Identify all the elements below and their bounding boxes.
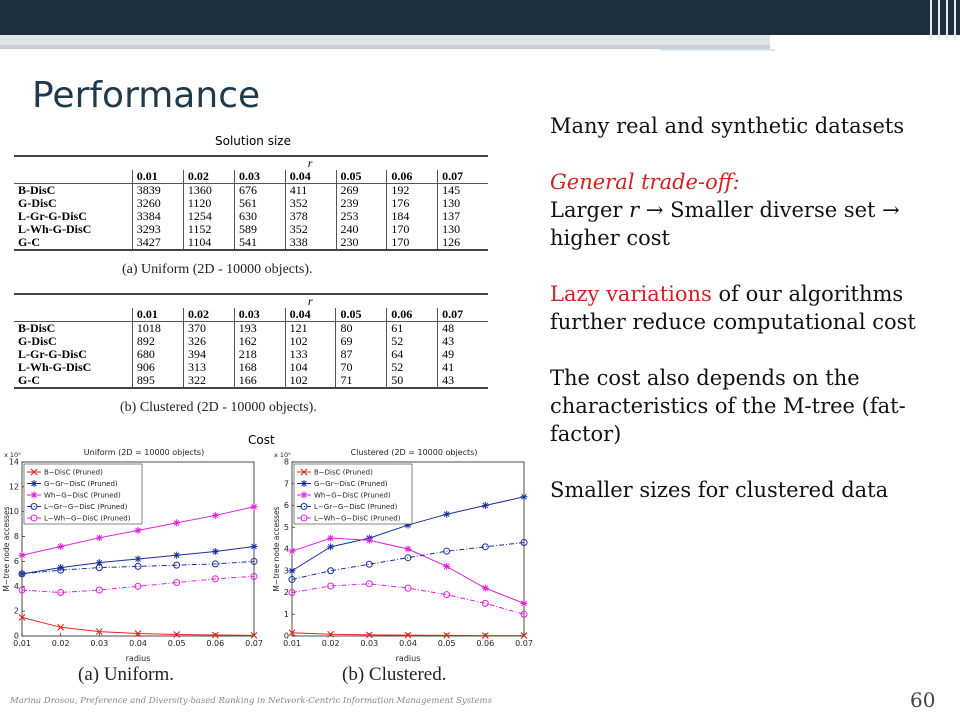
chart-legend — [294, 464, 412, 524]
table-cell: 378 — [285, 210, 336, 223]
x-tick-label: 0.01 — [13, 639, 31, 648]
table-cell: 70 — [336, 361, 387, 374]
series-4 — [19, 573, 257, 595]
table-cell: 3260 — [132, 197, 183, 210]
legend-label: G−Gr−DisC (Pruned) — [44, 480, 118, 488]
table-cell: 3839 — [132, 184, 183, 198]
column-header: 0.02 — [183, 308, 234, 322]
table-cell: 676 — [234, 184, 285, 198]
row-label: L-Gr-G-DisC — [18, 347, 87, 361]
table-row — [14, 236, 488, 249]
point-marker — [521, 493, 528, 500]
table-cell: 52 — [387, 335, 438, 348]
series-line — [292, 584, 524, 614]
banner-stripe — [0, 35, 770, 45]
table-cell: 121 — [285, 322, 336, 336]
legend-label: B−DisC (Pruned) — [44, 468, 103, 477]
x-tick-label: 0.06 — [476, 639, 495, 648]
column-header: 0.07 — [438, 170, 488, 184]
x-tick-label: 0.07 — [515, 639, 533, 648]
text-tradeoff — [550, 168, 940, 252]
footer-citation: Marina Drosou, Preference and Diversity-based Ranking in Network-Centric Information Management Systems — [10, 696, 492, 706]
table-cell: 193 — [234, 322, 285, 336]
x-tick-label: 0.07 — [245, 639, 263, 648]
table-cell: 394 — [183, 348, 234, 361]
table-cell: 80 — [336, 322, 387, 336]
table-cell: 1152 — [183, 223, 234, 236]
y-tick-label: 10 — [8, 507, 19, 517]
point-marker — [135, 555, 142, 562]
row-label: L-Wh-G-DisC — [18, 360, 92, 374]
y-tick-label: 6 — [283, 501, 289, 510]
table-cell: 1104 — [183, 236, 234, 249]
table-cell: 906 — [132, 361, 183, 374]
series-line — [22, 576, 254, 592]
table-clustered — [14, 293, 488, 389]
x-tick-label: 0.03 — [360, 639, 379, 648]
axis-scale-label: x 10⁵ — [274, 451, 291, 459]
column-header: 0.06 — [387, 170, 438, 184]
table-cell: 1018 — [132, 322, 183, 336]
table-cell: 895 — [132, 374, 183, 387]
table-row — [14, 322, 488, 336]
table-cell: 269 — [336, 184, 387, 198]
point-marker — [19, 552, 26, 559]
y-axis-label: M−tree node accesses — [2, 506, 11, 592]
y-tick-label: 4 — [13, 581, 19, 591]
table-cell: 137 — [438, 210, 488, 223]
y-axis-label: M−tree node accesses — [272, 506, 281, 592]
point-marker — [366, 537, 373, 544]
table-cell: 561 — [234, 197, 285, 210]
column-header: 0.01 — [132, 170, 183, 184]
banner-lines — [928, 0, 960, 40]
legend-label: Wh−G−DisC (Pruned) — [44, 491, 121, 500]
y-tick-label: 0 — [13, 631, 19, 641]
chart-uniform-caption: (a) Uniform. — [78, 664, 175, 685]
x-axis-label: radius — [125, 654, 151, 663]
table-uniform-caption: (a) Uniform (2D - 10000 objects). — [122, 262, 313, 277]
point-marker — [301, 492, 308, 499]
table-uniform — [14, 155, 488, 251]
text-datasets: Many real and synthetic datasets — [550, 114, 905, 138]
y-tick-label: 2 — [13, 606, 19, 616]
table-cell: 130 — [438, 197, 488, 210]
table-cell: 126 — [438, 236, 488, 249]
point-marker — [251, 503, 258, 510]
row-label: L-Gr-G-DisC — [18, 209, 87, 223]
tradeoff-b: → Smaller diverse set → higher cost — [550, 198, 900, 250]
table-cell: 43 — [438, 335, 488, 348]
table-cell: 352 — [285, 223, 336, 236]
table-cell: 168 — [234, 361, 285, 374]
point-marker — [521, 600, 528, 607]
uniform-cost-chart — [0, 444, 268, 666]
point-marker — [173, 519, 180, 526]
table-cell: 313 — [183, 361, 234, 374]
clustered-cost-chart — [270, 444, 534, 666]
point-marker — [405, 546, 412, 553]
row-label: L-Wh-G-DisC — [18, 222, 92, 236]
y-tick-label: 8 — [13, 532, 19, 542]
text-clustered: Smaller sizes for clustered data — [550, 478, 889, 502]
legend-label: G−Gr−DisC (Pruned) — [314, 480, 388, 488]
table-cell: 104 — [285, 361, 336, 374]
text-lazy — [550, 280, 940, 336]
table-cell: 370 — [183, 322, 234, 336]
point-marker — [301, 480, 308, 487]
y-tick-label: 0 — [283, 631, 289, 641]
row-label: B-DisC — [18, 321, 56, 335]
table-cell: 253 — [336, 210, 387, 223]
row-label: G-C — [18, 373, 40, 387]
y-tick-label: 14 — [8, 457, 19, 467]
legend-label: L−Gr−G−DisC (Pruned) — [44, 503, 128, 511]
table-cell: 133 — [285, 348, 336, 361]
y-tick-label: 7 — [283, 479, 289, 489]
y-tick-label: 4 — [283, 544, 289, 554]
point-marker — [31, 492, 38, 499]
y-tick-label: 2 — [283, 588, 289, 597]
table-cell: 326 — [183, 335, 234, 348]
series-2 — [289, 535, 528, 607]
column-header: 0.03 — [234, 308, 285, 322]
x-tick-label: 0.01 — [283, 639, 301, 648]
point-marker — [443, 511, 450, 518]
table-cell: 892 — [132, 335, 183, 348]
legend-label: L−Wh−G−DisC (Pruned) — [314, 514, 401, 523]
point-marker — [289, 548, 296, 555]
point-marker — [482, 502, 489, 509]
point-marker — [135, 527, 142, 534]
table-cell: 589 — [234, 223, 285, 236]
y-tick-label: 8 — [283, 457, 289, 467]
table-cell: 240 — [336, 223, 387, 236]
table-cell: 61 — [387, 322, 438, 336]
table-cell: 49 — [438, 348, 488, 361]
legend-label: L−Gr−G−DisC (Pruned) — [314, 503, 398, 511]
legend-label: L−Wh−G−DisC (Pruned) — [44, 514, 131, 523]
table-cell: 184 — [387, 210, 438, 223]
chart-title: Uniform (2D = 10000 objects) — [83, 448, 205, 457]
r-header: r — [307, 294, 313, 308]
table-clustered-caption: (b) Clustered (2D - 10000 objects). — [120, 400, 317, 415]
point-marker — [482, 585, 489, 592]
point-marker — [327, 543, 334, 550]
y-tick-label: 3 — [283, 566, 289, 576]
y-tick-label: 5 — [283, 522, 289, 532]
x-tick-label: 0.04 — [399, 639, 417, 648]
table-cell: 680 — [132, 348, 183, 361]
table-cell: 1120 — [183, 197, 234, 210]
table-cell: 170 — [387, 236, 438, 249]
tradeoff-heading: General trade-off: — [550, 170, 740, 194]
slide-title: Performance — [32, 75, 261, 116]
table-cell: 145 — [438, 184, 488, 198]
column-header: 0.05 — [336, 308, 387, 322]
table-cell: 352 — [285, 197, 336, 210]
point-marker — [31, 480, 38, 487]
column-header: 0.07 — [438, 308, 488, 322]
table-cell: 71 — [336, 374, 387, 387]
lazy-highlight: Lazy variations — [550, 282, 712, 306]
y-tick-label: 1 — [283, 609, 289, 619]
column-header: 0.04 — [285, 308, 336, 322]
table-cell: 41 — [438, 361, 488, 374]
solution-size-label: Solution size — [215, 134, 291, 148]
table-cell: 230 — [336, 236, 387, 249]
x-tick-label: 0.06 — [206, 639, 225, 648]
tradeoff-a: Larger — [550, 198, 630, 222]
x-tick-label: 0.04 — [129, 639, 147, 648]
table-cell: 3427 — [132, 236, 183, 249]
point-marker — [443, 563, 450, 570]
table-cell: 102 — [285, 374, 336, 387]
table-cell: 338 — [285, 236, 336, 249]
table-cell: 239 — [336, 197, 387, 210]
banner-accent — [660, 49, 775, 65]
column-header: 0.01 — [132, 308, 183, 322]
banner-stripe-shadow — [0, 45, 770, 49]
chart-legend — [24, 464, 142, 524]
series-4 — [289, 581, 527, 617]
page-number: 60 — [910, 688, 936, 712]
table-cell: 176 — [387, 197, 438, 210]
point-marker — [251, 543, 258, 550]
legend-label: B−DisC (Pruned) — [314, 468, 373, 477]
x-tick-label: 0.03 — [90, 639, 109, 648]
table-cell: 43 — [438, 374, 488, 387]
table-cell: 166 — [234, 374, 285, 387]
table-cell: 3384 — [132, 210, 183, 223]
y-tick-label: 12 — [8, 482, 19, 492]
y-tick-label: 6 — [13, 556, 19, 566]
table-cell: 64 — [387, 348, 438, 361]
table-cell: 3293 — [132, 223, 183, 236]
point-marker — [212, 548, 219, 555]
table-cell: 411 — [285, 184, 336, 198]
table-cell: 192 — [387, 184, 438, 198]
table-cell: 541 — [234, 236, 285, 249]
text-mtree: The cost also depends on the characteristics of the M-tree (fat-factor) — [550, 366, 906, 446]
column-header: 0.06 — [387, 308, 438, 322]
x-axis-label: radius — [395, 654, 421, 663]
cost-label: Cost — [248, 433, 275, 447]
table-cell: 50 — [387, 374, 438, 387]
table-cell: 102 — [285, 335, 336, 348]
chart-clustered-caption: (b) Clustered. — [342, 664, 447, 685]
results-table — [14, 295, 488, 387]
lazy-rest: of our algorithms further reduce computational cost — [550, 282, 916, 334]
x-tick-label: 0.02 — [321, 639, 340, 648]
slide-bullets — [550, 112, 940, 532]
row-label: G-DisC — [18, 196, 57, 210]
top-banner — [0, 0, 960, 35]
table-cell: 170 — [387, 223, 438, 236]
row-label: G-C — [18, 235, 40, 249]
legend-label: Wh−G−DisC (Pruned) — [314, 491, 391, 500]
row-label: B-DisC — [18, 183, 56, 197]
tradeoff-r: r — [629, 198, 640, 222]
axis-scale-label: x 10⁵ — [4, 451, 21, 459]
column-header: 0.03 — [234, 170, 285, 184]
table-cell: 218 — [234, 348, 285, 361]
table-cell: 69 — [336, 335, 387, 348]
table-cell: 130 — [438, 223, 488, 236]
table-row — [14, 374, 488, 387]
column-header: 0.02 — [183, 170, 234, 184]
point-marker — [96, 534, 103, 541]
point-marker — [57, 543, 64, 550]
table-cell: 87 — [336, 348, 387, 361]
x-tick-label: 0.05 — [167, 639, 186, 648]
chart-title: Clustered (2D = 10000 objects) — [350, 448, 478, 457]
table-cell: 1360 — [183, 184, 234, 198]
r-header: r — [307, 156, 313, 170]
table-cell: 162 — [234, 335, 285, 348]
point-marker — [173, 552, 180, 559]
x-tick-label: 0.02 — [51, 639, 70, 648]
point-marker — [212, 512, 219, 519]
series-line — [22, 617, 254, 635]
column-header: 0.05 — [336, 170, 387, 184]
x-tick-label: 0.05 — [437, 639, 456, 648]
table-cell: 52 — [387, 361, 438, 374]
point-marker — [289, 567, 296, 574]
table-cell: 322 — [183, 374, 234, 387]
table-cell: 1254 — [183, 210, 234, 223]
results-table — [14, 157, 488, 249]
point-marker — [327, 535, 334, 542]
table-cell: 630 — [234, 210, 285, 223]
table-cell: 48 — [438, 322, 488, 336]
column-header: 0.04 — [285, 170, 336, 184]
table-row — [14, 184, 488, 198]
row-label: G-DisC — [18, 334, 57, 348]
